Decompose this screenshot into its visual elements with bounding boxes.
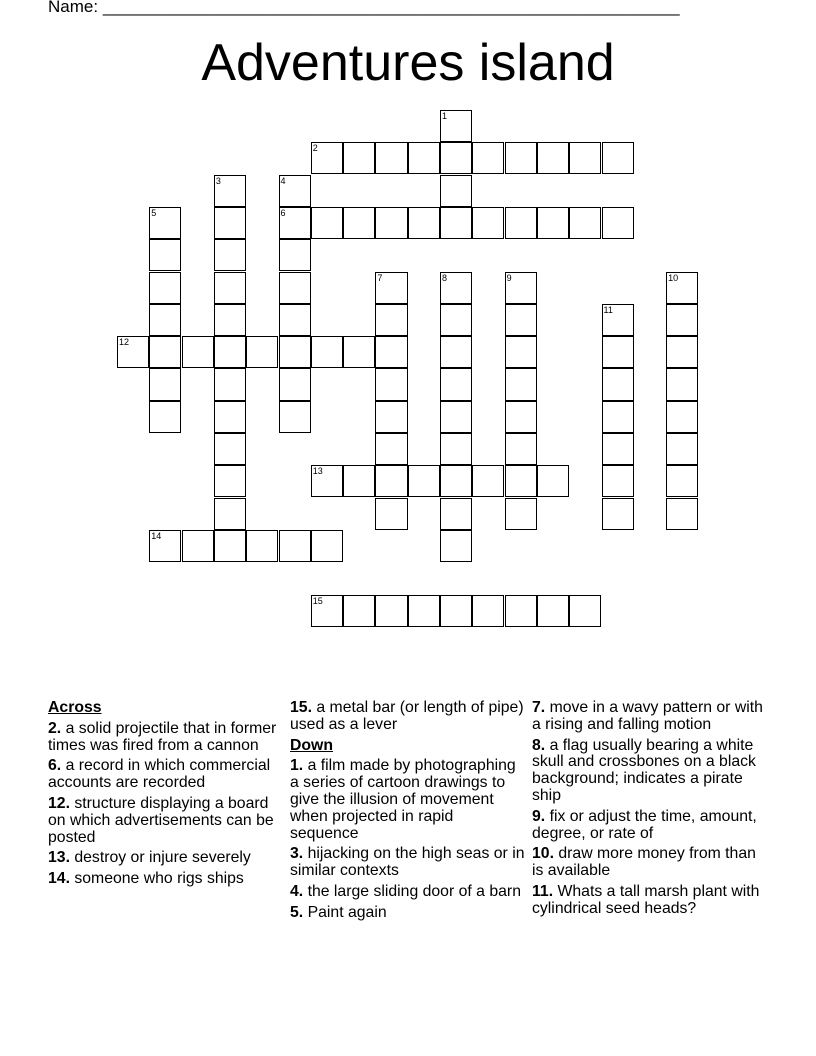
grid-cell[interactable] xyxy=(311,336,343,368)
clues-column-1 xyxy=(48,700,284,892)
grid-cell[interactable] xyxy=(440,272,472,304)
clue-down-8: 8. a flag usually bearing a white skull and crossbones on a black background; indicates a pirate ship xyxy=(532,736,756,804)
grid-cell[interactable] xyxy=(505,433,537,465)
grid-cell[interactable] xyxy=(117,336,149,368)
clue-down-7: 7. move in a wavy pattern or with a rising and falling motion xyxy=(532,699,763,733)
grid-cell[interactable] xyxy=(408,595,440,627)
name-blank[interactable]: _____________________________________________________________ xyxy=(102,0,680,16)
grid-cell[interactable] xyxy=(440,110,472,142)
grid-cell[interactable] xyxy=(182,530,214,562)
grid-cell[interactable] xyxy=(343,595,375,627)
grid-cell[interactable] xyxy=(440,175,472,207)
grid-cell[interactable] xyxy=(408,207,440,239)
grid-cell[interactable] xyxy=(440,304,472,336)
clue-number: 12 xyxy=(119,337,130,348)
clue-down-4: 4. the large sliding door of a barn xyxy=(290,882,521,900)
clue-number: 1 xyxy=(442,111,448,121)
grid-cell[interactable] xyxy=(440,368,472,400)
grid-cell[interactable] xyxy=(375,207,407,239)
grid-cell[interactable] xyxy=(214,465,246,497)
clue-number: 13 xyxy=(312,466,323,477)
grid-cell[interactable] xyxy=(214,530,246,562)
grid-cell[interactable] xyxy=(214,207,246,239)
grid-cell[interactable] xyxy=(214,368,246,400)
clue-down-11: 11. Whats a tall marsh plant with cylindrical seed heads? xyxy=(532,882,760,917)
grid-cell[interactable] xyxy=(149,239,181,271)
clue-down-10: 10. draw more money from than is available xyxy=(532,845,756,880)
grid-cell[interactable] xyxy=(279,368,311,400)
grid-cell[interactable] xyxy=(537,595,569,627)
clue-number: 2 xyxy=(312,143,318,154)
grid-cell[interactable] xyxy=(246,336,278,368)
grid-cell[interactable] xyxy=(149,304,181,336)
grid-cell[interactable] xyxy=(666,465,698,497)
clue-down-9: 9. fix or adjust the time, amount, degree, or rate of xyxy=(532,807,757,842)
grid-cell[interactable] xyxy=(311,530,343,562)
grid-cell[interactable] xyxy=(149,368,181,400)
grid-cell[interactable] xyxy=(408,465,440,497)
grid-cell[interactable] xyxy=(472,142,504,174)
clue-number: 10 xyxy=(668,272,679,283)
grid-cell[interactable] xyxy=(505,368,537,400)
grid-cell[interactable] xyxy=(505,304,537,336)
grid-cell[interactable] xyxy=(279,239,311,271)
clue-number: 9 xyxy=(506,272,512,283)
grid-cell[interactable] xyxy=(375,498,407,530)
grid-cell[interactable] xyxy=(149,272,181,304)
grid-cell[interactable] xyxy=(569,207,601,239)
grid-cell[interactable] xyxy=(440,498,472,530)
grid-cell[interactable] xyxy=(343,142,375,174)
grid-cell[interactable] xyxy=(375,433,407,465)
grid-cell[interactable] xyxy=(375,304,407,336)
grid-cell[interactable] xyxy=(537,465,569,497)
clue-number: 15 xyxy=(312,595,323,606)
grid-cell[interactable] xyxy=(666,304,698,336)
clue-across-12: 12. structure displaying a board on which advertisements can be posted xyxy=(48,794,274,846)
grid-cell[interactable] xyxy=(311,207,343,239)
grid-cell[interactable] xyxy=(246,530,278,562)
clue-across-2: 2. a solid projectile that in former times was fired from a cannon xyxy=(48,719,277,754)
grid-cell[interactable] xyxy=(602,304,634,336)
clue-number: 4 xyxy=(280,175,286,186)
grid-cell[interactable] xyxy=(440,401,472,433)
grid-cell[interactable] xyxy=(311,465,343,497)
grid-cell[interactable] xyxy=(472,465,504,497)
clue-down-5: 5. Paint again xyxy=(290,903,387,921)
puzzle-title: Adventures island xyxy=(201,34,615,92)
grid-cell[interactable] xyxy=(149,207,181,239)
grid-cell[interactable] xyxy=(343,207,375,239)
grid-cell[interactable] xyxy=(602,142,634,174)
grid-cell[interactable] xyxy=(375,595,407,627)
grid-cell[interactable] xyxy=(602,368,634,400)
grid-cell[interactable] xyxy=(666,336,698,368)
grid-cell[interactable] xyxy=(666,272,698,304)
grid-cell[interactable] xyxy=(343,336,375,368)
clue-number: 5 xyxy=(151,207,157,218)
grid-cell[interactable] xyxy=(149,401,181,433)
grid-cell[interactable] xyxy=(214,239,246,271)
down-heading: Down xyxy=(290,736,333,754)
grid-cell[interactable] xyxy=(311,595,343,627)
grid-cell[interactable] xyxy=(214,175,246,207)
grid-cell[interactable] xyxy=(440,530,472,562)
grid-cell[interactable] xyxy=(505,595,537,627)
grid-cell[interactable] xyxy=(602,433,634,465)
grid-cell[interactable] xyxy=(505,498,537,530)
grid-cell[interactable] xyxy=(505,465,537,497)
clue-number: 8 xyxy=(442,272,448,283)
grid-cell[interactable] xyxy=(279,175,311,207)
grid-cell[interactable] xyxy=(666,368,698,400)
grid-cell[interactable] xyxy=(279,336,311,368)
grid-cell[interactable] xyxy=(440,595,472,627)
grid-cell[interactable] xyxy=(537,207,569,239)
grid-cell[interactable] xyxy=(440,433,472,465)
clue-number: 7 xyxy=(377,272,383,283)
clue-across-14: 14. someone who rigs ships xyxy=(48,870,244,888)
grid-cell[interactable] xyxy=(375,401,407,433)
across-heading: Across xyxy=(48,699,102,716)
grid-cell[interactable] xyxy=(472,595,504,627)
grid-cell[interactable] xyxy=(375,336,407,368)
clue-number: 6 xyxy=(280,207,286,218)
grid-cell[interactable] xyxy=(279,207,311,239)
grid-cell[interactable] xyxy=(602,465,634,497)
grid-cell[interactable] xyxy=(505,401,537,433)
grid-cell[interactable] xyxy=(569,595,601,627)
grid-cell[interactable] xyxy=(602,336,634,368)
grid-cell[interactable] xyxy=(279,530,311,562)
grid-cell[interactable] xyxy=(440,465,472,497)
grid-cell[interactable] xyxy=(214,401,246,433)
grid-cell[interactable] xyxy=(569,142,601,174)
grid-cell[interactable] xyxy=(149,336,181,368)
grid-cell[interactable] xyxy=(214,336,246,368)
grid-cell[interactable] xyxy=(602,401,634,433)
name-label: Name: xyxy=(48,0,99,16)
grid-cell[interactable] xyxy=(279,401,311,433)
clue-down-1: 1. a film made by photographing a series of cartoon drawings to give the illusion of movement when projected in rapid sequence xyxy=(290,757,516,842)
grid-cell[interactable] xyxy=(214,433,246,465)
grid-cell[interactable] xyxy=(149,530,181,562)
grid-cell[interactable] xyxy=(214,272,246,304)
grid-cell[interactable] xyxy=(472,207,504,239)
clue-down-3: 3. hijacking on the high seas or in similar contexts xyxy=(290,845,525,880)
grid-cell[interactable] xyxy=(505,272,537,304)
grid-cell[interactable] xyxy=(375,368,407,400)
grid-cell[interactable] xyxy=(375,465,407,497)
grid-cell[interactable] xyxy=(505,142,537,174)
clue-number: 3 xyxy=(215,175,221,186)
grid-cell[interactable] xyxy=(408,142,440,174)
clues-column-2 xyxy=(290,700,526,926)
clue-number: 11 xyxy=(603,304,613,315)
grid-cell[interactable] xyxy=(666,401,698,433)
clue-across-13: 13. destroy or injure severely xyxy=(48,849,251,867)
grid-cell[interactable] xyxy=(375,142,407,174)
clue-across-15: 15. a metal bar (or length of pipe) used as a lever xyxy=(290,699,524,733)
grid-cell[interactable] xyxy=(440,207,472,239)
grid-cell[interactable] xyxy=(182,336,214,368)
grid-cell[interactable] xyxy=(537,142,569,174)
grid-cell[interactable] xyxy=(440,336,472,368)
clues-column-3 xyxy=(532,700,768,922)
grid-cell[interactable] xyxy=(440,142,472,174)
grid-cell[interactable] xyxy=(343,465,375,497)
grid-cell[interactable] xyxy=(279,272,311,304)
grid-cell[interactable] xyxy=(505,207,537,239)
grid-cell[interactable] xyxy=(602,207,634,239)
grid-cell[interactable] xyxy=(375,272,407,304)
grid-cell[interactable] xyxy=(311,142,343,174)
grid-cell[interactable] xyxy=(214,498,246,530)
grid-cell[interactable] xyxy=(602,498,634,530)
grid-cell[interactable] xyxy=(666,498,698,530)
clue-number: 14 xyxy=(151,530,162,541)
grid-cell[interactable] xyxy=(666,433,698,465)
grid-cell[interactable] xyxy=(279,304,311,336)
grid-cell[interactable] xyxy=(214,304,246,336)
grid-cell[interactable] xyxy=(505,336,537,368)
clue-across-6: 6. a record in which commercial accounts are recorded xyxy=(48,757,271,792)
